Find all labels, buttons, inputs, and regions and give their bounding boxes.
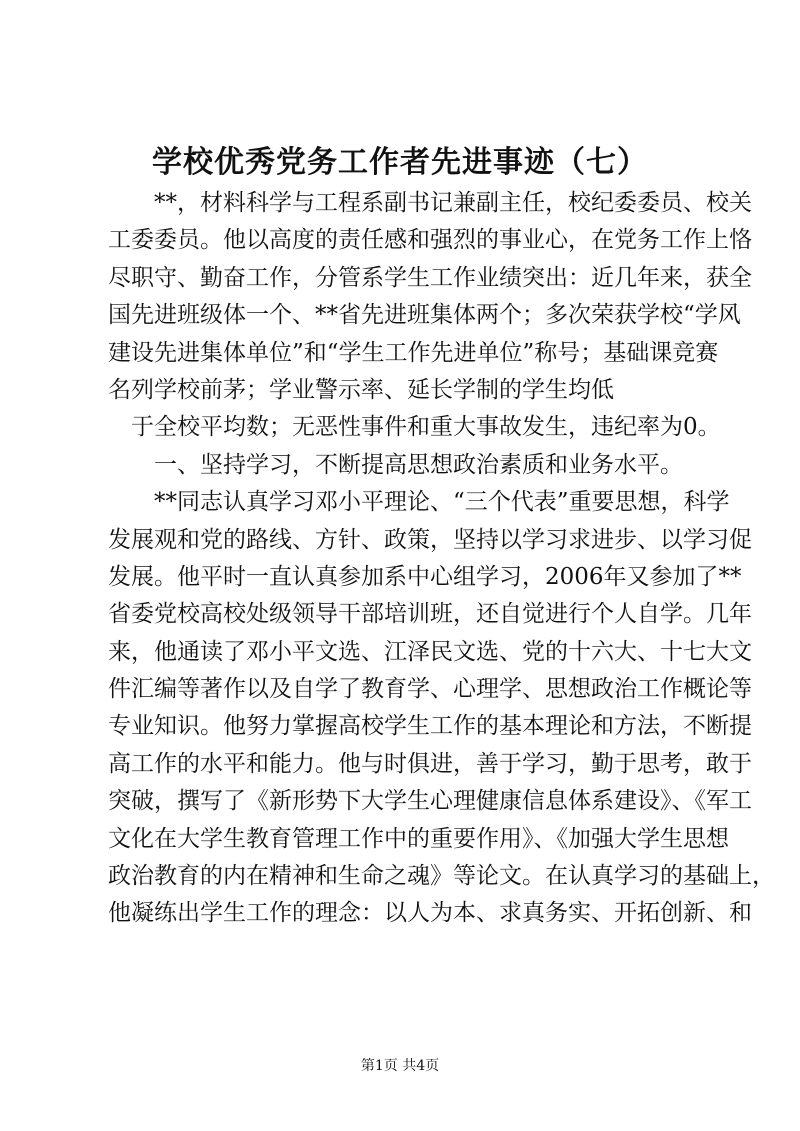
document-body xyxy=(108,185,775,933)
text-line: 建设先进集体单位”和“学生工作先进单位”称号；基础课竞赛 xyxy=(108,339,719,366)
text-line: 他凝练出学生工作的理念：以人为本、求真务实、开拓创新、和 xyxy=(108,900,752,927)
text-line: 来，他通读了邓小平文选、江泽民文选、党的十六大、十七大文 xyxy=(108,638,752,665)
text-line: 于全校平均数；无恶性事件和重大事故发生，违纪率为0。 xyxy=(108,414,721,441)
page-footer: 第1页 共4页 xyxy=(360,1058,440,1074)
text-line: 发展。他平时一直认真参加系中心组学习，2006年又参加了** xyxy=(108,563,742,590)
text-line: 一、坚持学习，不断提高思想政治素质和业务水平。 xyxy=(108,451,683,478)
text-line: 高工作的水平和能力。他与时俱进，善于学习，勤于思考，敢于 xyxy=(108,750,752,777)
text-line: 省委党校高校处级领导干部培训班，还自觉进行个人自学。几年 xyxy=(108,601,752,628)
text-line: 专业知识。他努力掌握高校学生工作的基本理论和方法，不断提 xyxy=(108,713,752,740)
text-line: 发展观和党的路线、方针、政策，坚持以学习求进步、以学习促 xyxy=(108,526,752,553)
text-line: 尽职守、勤奋工作，分管系学生工作业绩突出：近几年来，获全 xyxy=(108,264,752,291)
text-line: 名列学校前茅；学业警示率、延长学制的学生均低 xyxy=(108,376,614,403)
text-line: 件汇编等著作以及自学了教育学、心理学、思想政治工作概论等 xyxy=(108,676,752,703)
text-line: **，材料科学与工程系副书记兼副主任，校纪委委员、校关 xyxy=(108,190,752,216)
text-line: 突破，撰写了《新形势下大学生心理健康信息体系建设》、《军工 xyxy=(108,788,752,815)
text-line: 政治教育的内在精神和生命之魂》等论文。在认真学习的基础上， xyxy=(108,863,775,890)
text-line: **同志认真学习邓小平理论、“三个代表”重要思想，科学 xyxy=(108,489,730,516)
document-title: 学校优秀党务工作者先进事迹（七） xyxy=(152,145,648,180)
text-line: 文化在大学生教育管理工作中的重要作用》、《加强大学生思想 xyxy=(108,825,729,852)
text-line: 工委委员。他以高度的责任感和强烈的事业心，在党务工作上恪 xyxy=(108,227,752,254)
text-line: 国先进班级体一个、**省先进班集体两个；多次荣获学校“学风 xyxy=(108,302,741,329)
